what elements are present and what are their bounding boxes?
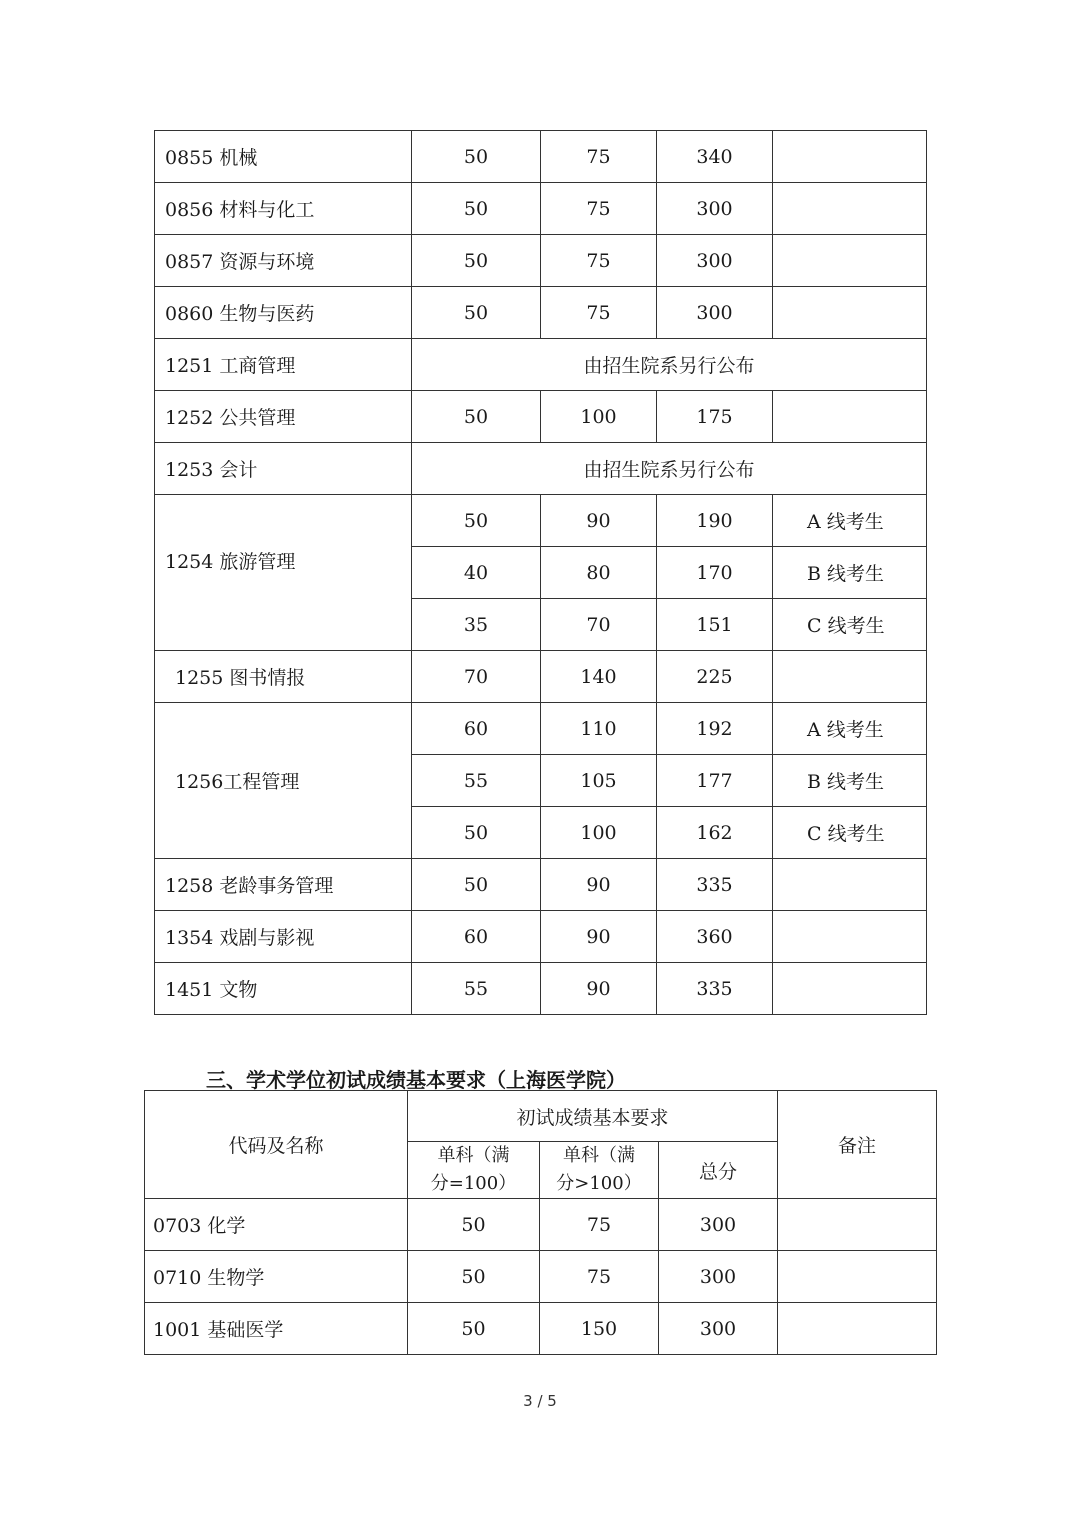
single-gt100-score: 100 (541, 807, 657, 859)
single-gt100-score: 75 (540, 1199, 659, 1251)
single-gt100-score: 90 (541, 495, 657, 547)
header-total: 总分 (659, 1142, 778, 1199)
table-row (155, 287, 927, 339)
single-gt100-score: 75 (541, 287, 657, 339)
table-row (155, 963, 927, 1015)
program-name: 1451 文物 (155, 963, 412, 1015)
table-row (145, 1199, 937, 1251)
program-name: 1001 基础医学 (145, 1303, 408, 1355)
total-score: 192 (657, 703, 773, 755)
total-score: 225 (657, 651, 773, 703)
program-name: 1251 工商管理 (155, 339, 412, 391)
total-score: 340 (657, 131, 773, 183)
table-row (155, 859, 927, 911)
remark: C 线考生 (773, 807, 927, 859)
remark (773, 963, 927, 1015)
single-100-score: 70 (412, 651, 541, 703)
remark (773, 183, 927, 235)
remark: B 线考生 (773, 547, 927, 599)
single-100-score: 60 (412, 703, 541, 755)
table-row (155, 391, 927, 443)
single-100-score: 50 (412, 495, 541, 547)
table-row (155, 703, 927, 755)
announcement-note: 由招生院系另行公布 (412, 443, 927, 495)
header-code-name: 代码及名称 (145, 1091, 408, 1199)
total-score: 300 (659, 1303, 778, 1355)
single-100-score: 60 (412, 911, 541, 963)
table-row (155, 443, 927, 495)
remark (778, 1199, 937, 1251)
single-100-score: 50 (412, 235, 541, 287)
table-row (155, 235, 927, 287)
single-100-score: 50 (412, 859, 541, 911)
table-row (155, 911, 927, 963)
program-name: 1354 戏剧与影视 (155, 911, 412, 963)
remark: C 线考生 (773, 599, 927, 651)
single-gt100-score: 75 (541, 131, 657, 183)
program-name: 0710 生物学 (145, 1251, 408, 1303)
program-name: 0855 机械 (155, 131, 412, 183)
header-single-gt100-line2: 分>100） (556, 1173, 642, 1194)
total-score: 170 (657, 547, 773, 599)
single-gt100-score: 80 (541, 547, 657, 599)
single-gt100-score: 75 (541, 235, 657, 287)
program-name: 0703 化学 (145, 1199, 408, 1251)
program-name: 1256工程管理 (155, 703, 412, 859)
total-score: 300 (659, 1251, 778, 1303)
header-requirements: 初试成绩基本要求 (408, 1091, 778, 1142)
remark (773, 391, 927, 443)
program-name: 0856 材料与化工 (155, 183, 412, 235)
total-score: 177 (657, 755, 773, 807)
remark (778, 1303, 937, 1355)
table-row (155, 651, 927, 703)
header-single-100-line2: 分=100） (430, 1173, 517, 1194)
single-100-score: 50 (412, 807, 541, 859)
table-row (155, 495, 927, 547)
program-name: 1253 会计 (155, 443, 412, 495)
single-100-score: 50 (412, 391, 541, 443)
total-score: 162 (657, 807, 773, 859)
total-score: 335 (657, 963, 773, 1015)
remark (773, 287, 927, 339)
total-score: 300 (657, 183, 773, 235)
program-name: 1254 旅游管理 (155, 495, 412, 651)
single-gt100-score: 105 (541, 755, 657, 807)
remark (778, 1251, 937, 1303)
program-name: 1258 老龄事务管理 (155, 859, 412, 911)
header-single-gt100 (540, 1142, 659, 1199)
table-row (155, 183, 927, 235)
program-name: 1252 公共管理 (155, 391, 412, 443)
single-100-score: 50 (412, 287, 541, 339)
single-gt100-score: 90 (541, 859, 657, 911)
total-score: 190 (657, 495, 773, 547)
single-gt100-score: 75 (540, 1251, 659, 1303)
single-gt100-score: 150 (540, 1303, 659, 1355)
table-row (145, 1251, 937, 1303)
section-title: 三、学术学位初试成绩基本要求（上海医学院） (206, 1068, 626, 1092)
remark (773, 911, 927, 963)
remark: A 线考生 (773, 703, 927, 755)
remark (773, 859, 927, 911)
single-100-score: 40 (412, 547, 541, 599)
single-gt100-score: 110 (541, 703, 657, 755)
table-header-row (145, 1091, 937, 1142)
remark: A 线考生 (773, 495, 927, 547)
single-gt100-score: 70 (541, 599, 657, 651)
single-gt100-score: 75 (541, 183, 657, 235)
single-gt100-score: 90 (541, 911, 657, 963)
total-score: 335 (657, 859, 773, 911)
single-gt100-score: 90 (541, 963, 657, 1015)
single-100-score: 50 (408, 1251, 540, 1303)
single-100-score: 50 (408, 1303, 540, 1355)
single-100-score: 35 (412, 599, 541, 651)
table-row (145, 1303, 937, 1355)
single-100-score: 50 (412, 131, 541, 183)
single-100-score: 55 (412, 963, 541, 1015)
total-score: 175 (657, 391, 773, 443)
single-gt100-score: 100 (541, 391, 657, 443)
header-single-100-line1: 单科（满 (437, 1145, 510, 1166)
header-single-gt100-line1: 单科（满 (563, 1145, 635, 1166)
score-table-professional (154, 130, 927, 1015)
total-score: 151 (657, 599, 773, 651)
remark (773, 235, 927, 287)
table-row (155, 131, 927, 183)
remark (773, 651, 927, 703)
table-row (155, 339, 927, 391)
program-name: 0857 资源与环境 (155, 235, 412, 287)
header-remarks: 备注 (778, 1091, 937, 1199)
total-score: 360 (657, 911, 773, 963)
program-name: 1255 图书情报 (155, 651, 412, 703)
single-gt100-score: 140 (541, 651, 657, 703)
header-single-100 (408, 1142, 540, 1199)
single-100-score: 50 (408, 1199, 540, 1251)
single-100-score: 50 (412, 183, 541, 235)
remark: B 线考生 (773, 755, 927, 807)
program-name: 0860 生物与医药 (155, 287, 412, 339)
score-table-academic (144, 1090, 937, 1355)
remark (773, 131, 927, 183)
page-number: 3 / 5 (523, 1392, 557, 1410)
total-score: 300 (657, 287, 773, 339)
single-100-score: 55 (412, 755, 541, 807)
announcement-note: 由招生院系另行公布 (412, 339, 927, 391)
total-score: 300 (657, 235, 773, 287)
total-score: 300 (659, 1199, 778, 1251)
